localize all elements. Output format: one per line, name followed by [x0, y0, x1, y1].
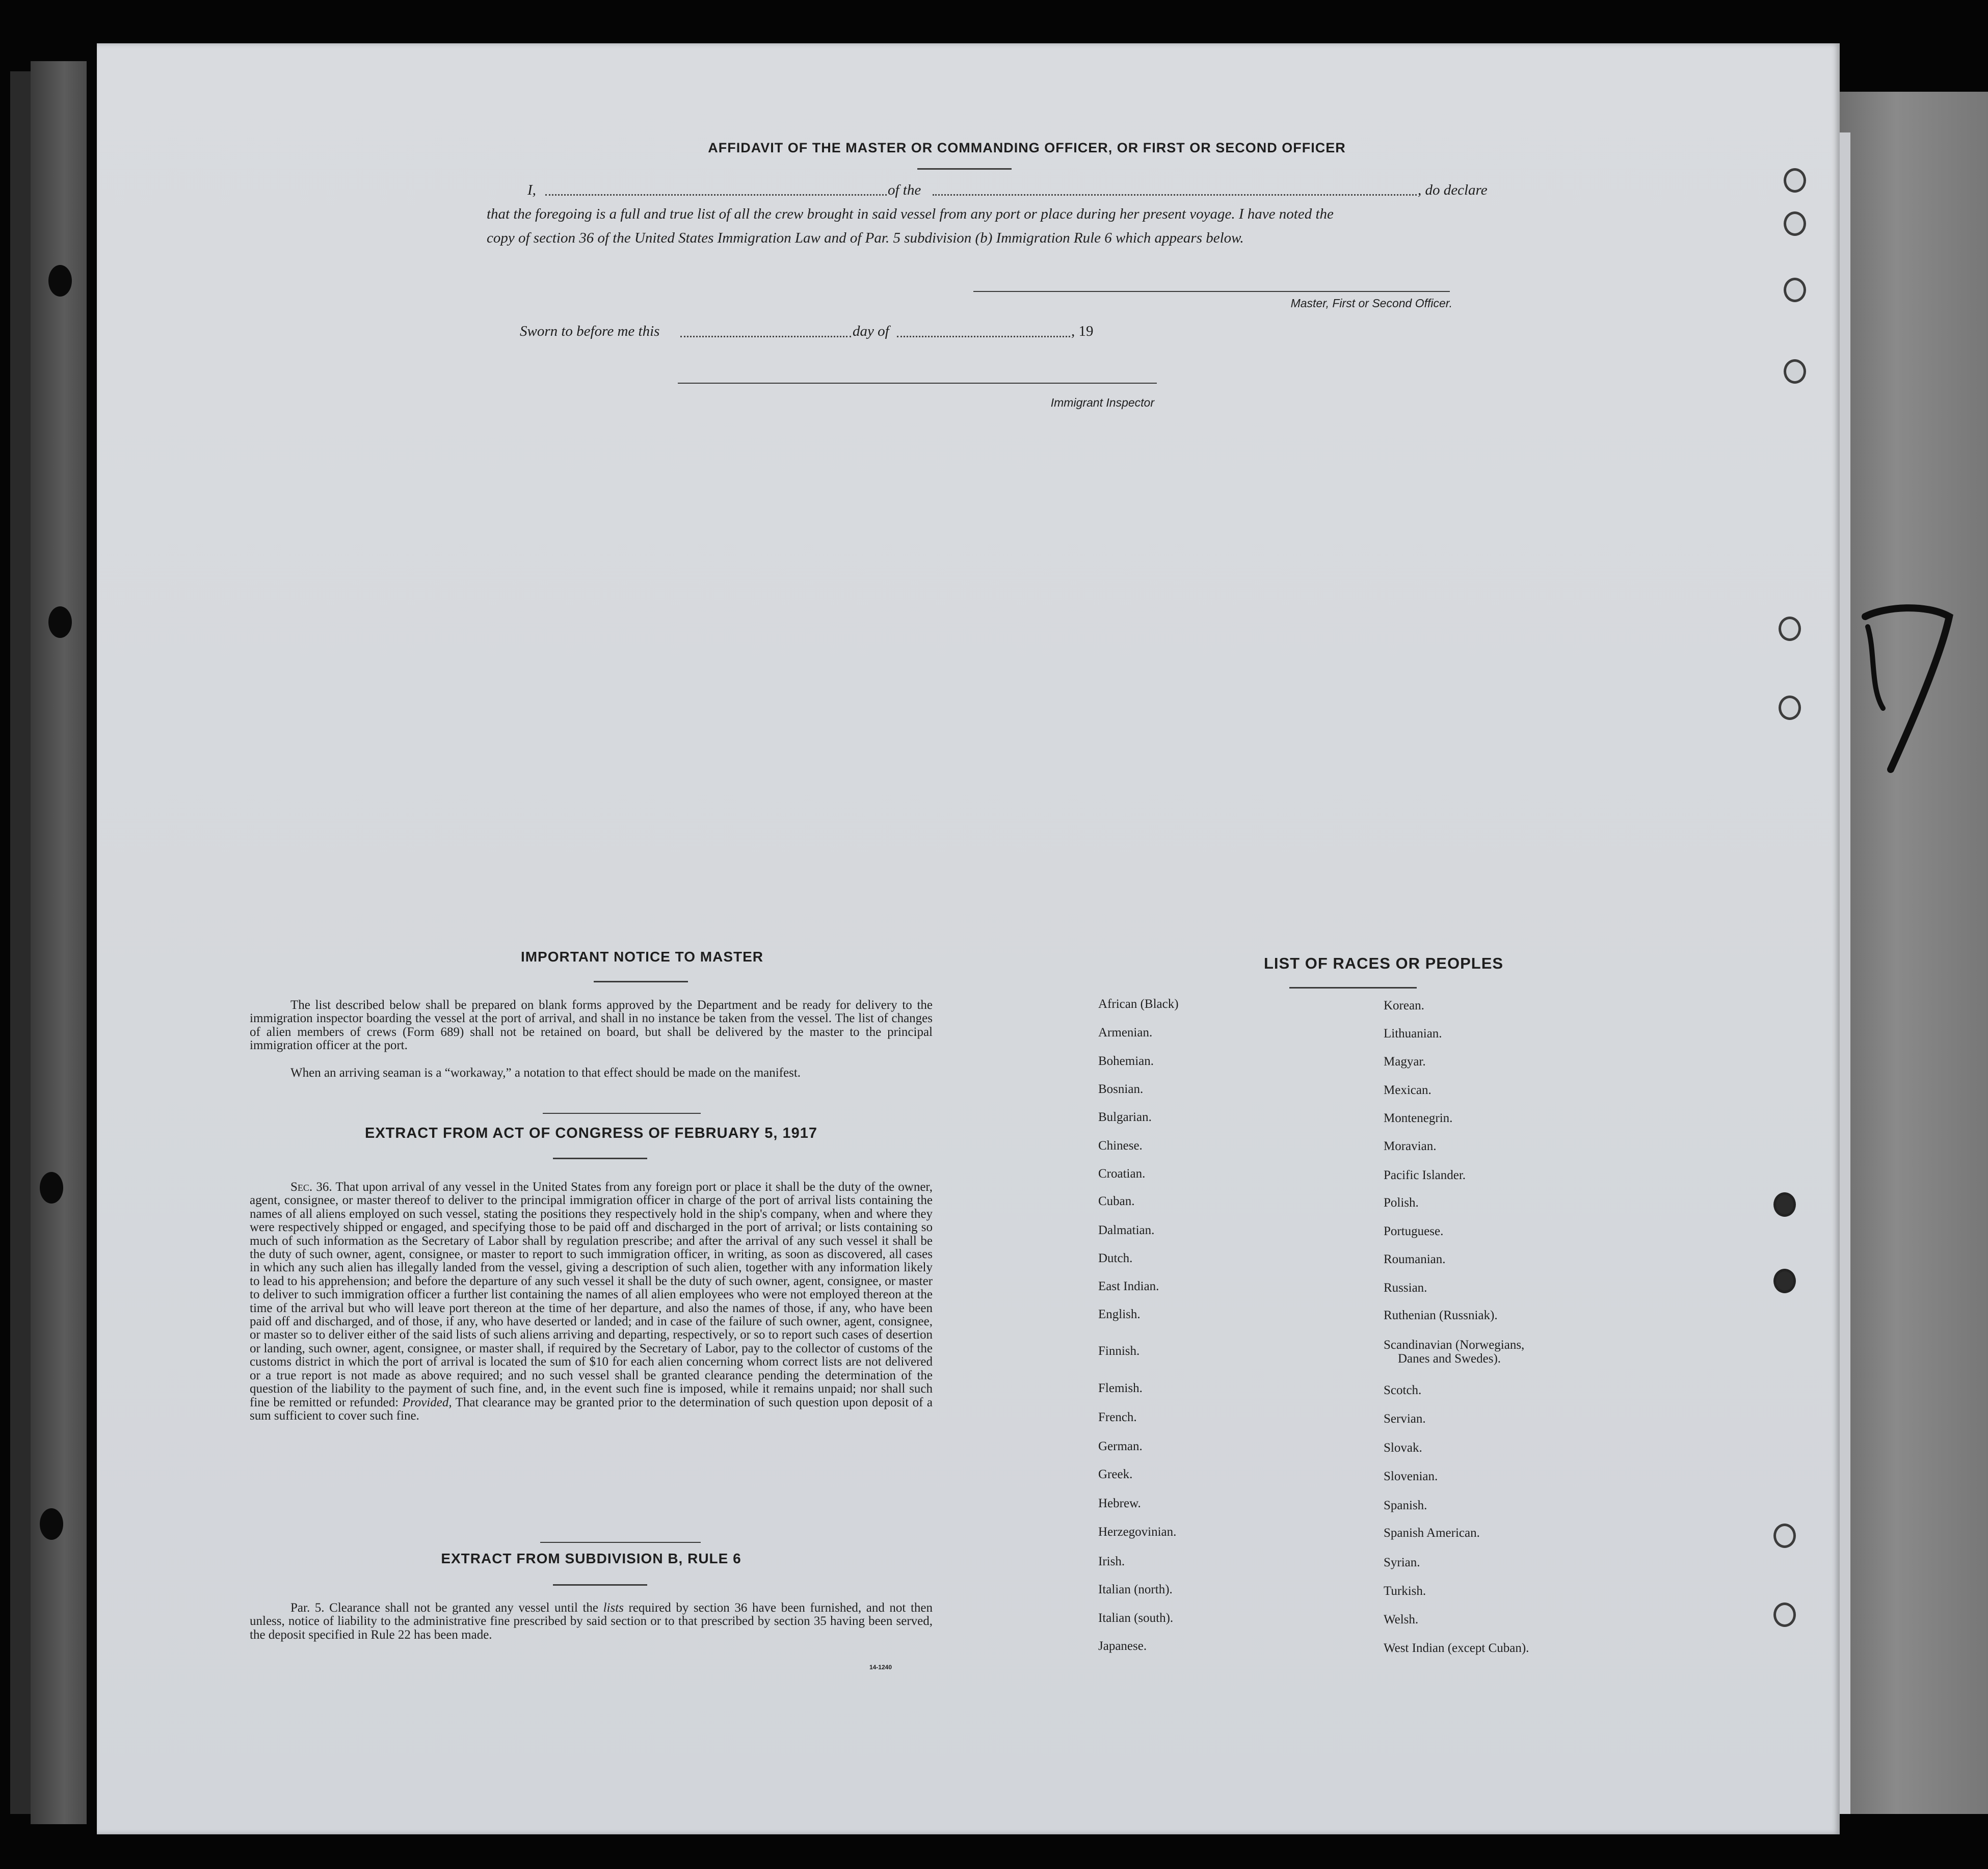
races-title: LIST OF RACES OR PEOPLES: [1263, 954, 1504, 972]
binder-ring: [1773, 1603, 1796, 1627]
section-divider: [543, 1113, 701, 1114]
sworn-year: , 19: [1071, 323, 1094, 339]
race-item: Armenian.: [1098, 1026, 1153, 1039]
punch-hole: [48, 265, 72, 297]
race-item: Russian.: [1384, 1281, 1427, 1295]
act-title: EXTRACT FROM ACT OF CONGRESS OF FEBRUARY 5, 1917: [364, 1125, 818, 1141]
act-section-36: [250, 1181, 933, 1423]
affidavit-body-line: copy of section 36 of the United States Immigration Law and of Par. 5 subdivision (b) Immigration Rule 6 which appears below.: [487, 230, 1244, 246]
race-item: Italian (north).: [1098, 1583, 1173, 1596]
binder-spine: [10, 71, 31, 1814]
signature-label: Master, First or Second Officer.: [1290, 297, 1452, 310]
race-item: Chinese.: [1098, 1139, 1143, 1153]
race-item: Slovak.: [1384, 1441, 1422, 1455]
race-item: Servian.: [1384, 1412, 1426, 1426]
binder-left-strip: [31, 61, 87, 1824]
race-item: Croatian.: [1098, 1167, 1146, 1181]
rule-text-a: Par. 5. Clearance shall not be granted any vessel until the: [290, 1601, 599, 1615]
races-underline: [1289, 987, 1417, 989]
sworn-text: Sworn to before me this: [520, 323, 660, 339]
race-item: Syrian.: [1384, 1556, 1420, 1569]
race-item: Turkish.: [1384, 1584, 1426, 1598]
punch-hole: [40, 1508, 63, 1540]
affidavit-title: AFFIDAVIT OF THE MASTER OR COMMANDING OFFICER, OR FIRST OR SECOND OFFICER: [708, 140, 1346, 155]
rule-paragraph: [250, 1601, 933, 1642]
notice-paragraph: The list described below shall be prepared on blank forms approved by the Department and be ready for delivery to the immigration inspector boarding the vessel at the port of arrival, and shall in no instance be taken from the vessel. The list of changes of alien members of crews (Form 689) shall not be retained on board, but shall be delivered by the master to the principal immigration officer at the port.: [250, 998, 933, 1053]
race-item: Hebrew.: [1098, 1497, 1141, 1510]
race-item: English.: [1098, 1307, 1141, 1321]
race-item: Japanese.: [1098, 1639, 1147, 1653]
race-item: African (Black): [1098, 997, 1179, 1011]
punch-hole: [40, 1172, 63, 1204]
month-blank: [897, 336, 1070, 337]
binder-ring: [1784, 359, 1806, 384]
race-item: Moravian.: [1384, 1139, 1437, 1153]
race-item: Finnish.: [1098, 1344, 1140, 1358]
inspector-line: [678, 383, 1157, 384]
race-item: West Indian (except Cuban).: [1384, 1641, 1529, 1655]
race-item: Herzegovinian.: [1098, 1525, 1177, 1539]
affidavit-body-line: that the foregoing is a full and true list of all the crew brought in said vessel from any port or place during her present voyage. I have noted the: [487, 206, 1334, 222]
race-item: Greek.: [1098, 1467, 1133, 1481]
sworn-day-of: day of: [853, 323, 889, 339]
binder-ring: [1773, 1269, 1796, 1293]
vessel-blank: [933, 194, 1417, 196]
race-item: Korean.: [1384, 999, 1424, 1012]
race-item: Dalmatian.: [1098, 1223, 1155, 1237]
binder-ring: [1773, 1524, 1796, 1548]
race-item: Welsh.: [1384, 1613, 1419, 1626]
binder-ring: [1784, 211, 1806, 236]
affidavit-declare: , do declare: [1418, 182, 1488, 198]
proviso-text: That clearance may be granted prior to the determination of such question upon deposit of a sum sufficient to cover such fine.: [250, 1395, 933, 1423]
section-divider: [540, 1542, 701, 1543]
affidavit-i: I,: [527, 182, 536, 198]
race-item: Bohemian.: [1098, 1054, 1154, 1068]
race-item: Dutch.: [1098, 1251, 1133, 1265]
race-item: Pacific Islander.: [1384, 1168, 1466, 1182]
race-item: Lithuanian.: [1384, 1027, 1442, 1040]
race-item: East Indian.: [1098, 1279, 1159, 1293]
inspector-label: Immigrant Inspector: [1050, 396, 1154, 409]
race-item: Ruthenian (Russniak).: [1384, 1309, 1498, 1322]
race-item: Slovenian.: [1384, 1470, 1438, 1483]
race-item: Roumanian.: [1384, 1252, 1446, 1266]
day-blank: [680, 336, 851, 337]
notice-title: IMPORTANT NOTICE TO MASTER: [520, 949, 764, 965]
binder-ring: [1779, 696, 1801, 720]
race-item: Scotch.: [1384, 1383, 1422, 1397]
race-item: Bulgarian.: [1098, 1110, 1152, 1124]
race-item: Montenegrin.: [1384, 1111, 1453, 1125]
race-item: Magyar.: [1384, 1055, 1426, 1069]
act-underline: [553, 1158, 647, 1159]
manifest-page: [97, 43, 1840, 1834]
rule-text-b: required by section 36 have been furnished, and not then unless, notice of liability to the administrative fine prescribed by said section or to that prescribed by section 35 having been served, the deposit specified in Rule 22 has been made.: [250, 1601, 933, 1642]
handwritten-mark: [1855, 596, 1957, 780]
race-item: Spanish.: [1384, 1499, 1427, 1512]
race-item: German.: [1098, 1439, 1143, 1453]
race-item: Scandinavian (Norwegians,: [1384, 1338, 1525, 1352]
race-item: Italian (south).: [1098, 1611, 1174, 1625]
section-label: Sec. 36.: [290, 1180, 332, 1194]
punch-hole: [48, 606, 72, 638]
race-item: French.: [1098, 1410, 1137, 1424]
race-item: Bosnian.: [1098, 1082, 1144, 1096]
binder-ring: [1773, 1192, 1796, 1217]
binder-ring: [1779, 617, 1801, 641]
name-blank: [545, 194, 887, 196]
lists-word: lists: [603, 1601, 624, 1615]
race-item: Danes and Swedes).: [1398, 1352, 1501, 1366]
race-item: Irish.: [1098, 1555, 1125, 1568]
rule-title: EXTRACT FROM SUBDIVISION B, RULE 6: [441, 1551, 741, 1566]
race-item: Portuguese.: [1384, 1224, 1444, 1238]
notice-paragraph: When an arriving seaman is a “workaway,” a notation to that effect should be made on the manifest.: [290, 1066, 801, 1080]
binder-ring: [1784, 278, 1806, 302]
form-number: 14-1240: [869, 1664, 892, 1671]
race-item: Mexican.: [1384, 1083, 1432, 1097]
binder-back-panel: [1835, 92, 1988, 1814]
race-item: Polish.: [1384, 1196, 1419, 1210]
race-item: Spanish American.: [1384, 1526, 1480, 1540]
proviso-word: Provided,: [402, 1395, 452, 1409]
race-item: Flemish.: [1098, 1381, 1143, 1395]
affidavit-of-the: of the: [888, 182, 921, 198]
section-text: That upon arrival of any vessel in the United States from any foreign port or place it shall be the duty of the owner, agent, consignee, or master thereof to deliver to the principal immigration officer in charge of the port of arrival lists containing the names of all aliens employed on such vessel, stating the positions they respectively hold in the ship's company, when and where they were respectively shipped or engaged, and specifying those to be paid off and discharged in the port of arrival; or lists containing so much of such information as the Secretary of Labor shall by regulation prescribe; and after the arrival of any such vessel it shall be the duty of such owner, agent, consignee, or master to report to such immigration officer, in writing, as soon as discovered, all cases in which any such alien has illegally landed from the vessel, giving a description of such alien, together with any information likely to lead to his apprehension; and before the departure of any such vessel it shall be the duty of such owner, agent, consignee, or master to deliver to such immigration officer a further list containing the names of all alien employees who were not employed thereon at the time of the arrival but who will leave port thereon at the time of her departure, and also the names of those, if any, who have been paid off and discharged, and of those, if any, who have deserted or landed; and in case of the failure of such owner, agent, consignee, or master so to deliver either of the said lists of such aliens arriving and departing, respectively, or so to report such cases of desertion or landing, such owner, agent, consignee, or master shall, if required by the Secretary of Labor, pay to the collector of customs of the customs district in which the port of arrival is located the sum of $10 for each alien concerning whom correct lists are not delivered or a true report is not made as above required; and no such vessel shall be granted clearance pending the determination of the question of the liability to the payment of such fine, and, in the event such fine is imposed, while it remains unpaid; nor shall such fine be remitted or refunded:: [250, 1180, 933, 1409]
race-item: Cuban.: [1098, 1194, 1135, 1208]
binder-ring: [1784, 168, 1806, 193]
title-underline: [917, 168, 1012, 170]
signature-line: [973, 291, 1450, 292]
notice-underline: [594, 981, 688, 982]
rule-underline: [553, 1584, 647, 1586]
